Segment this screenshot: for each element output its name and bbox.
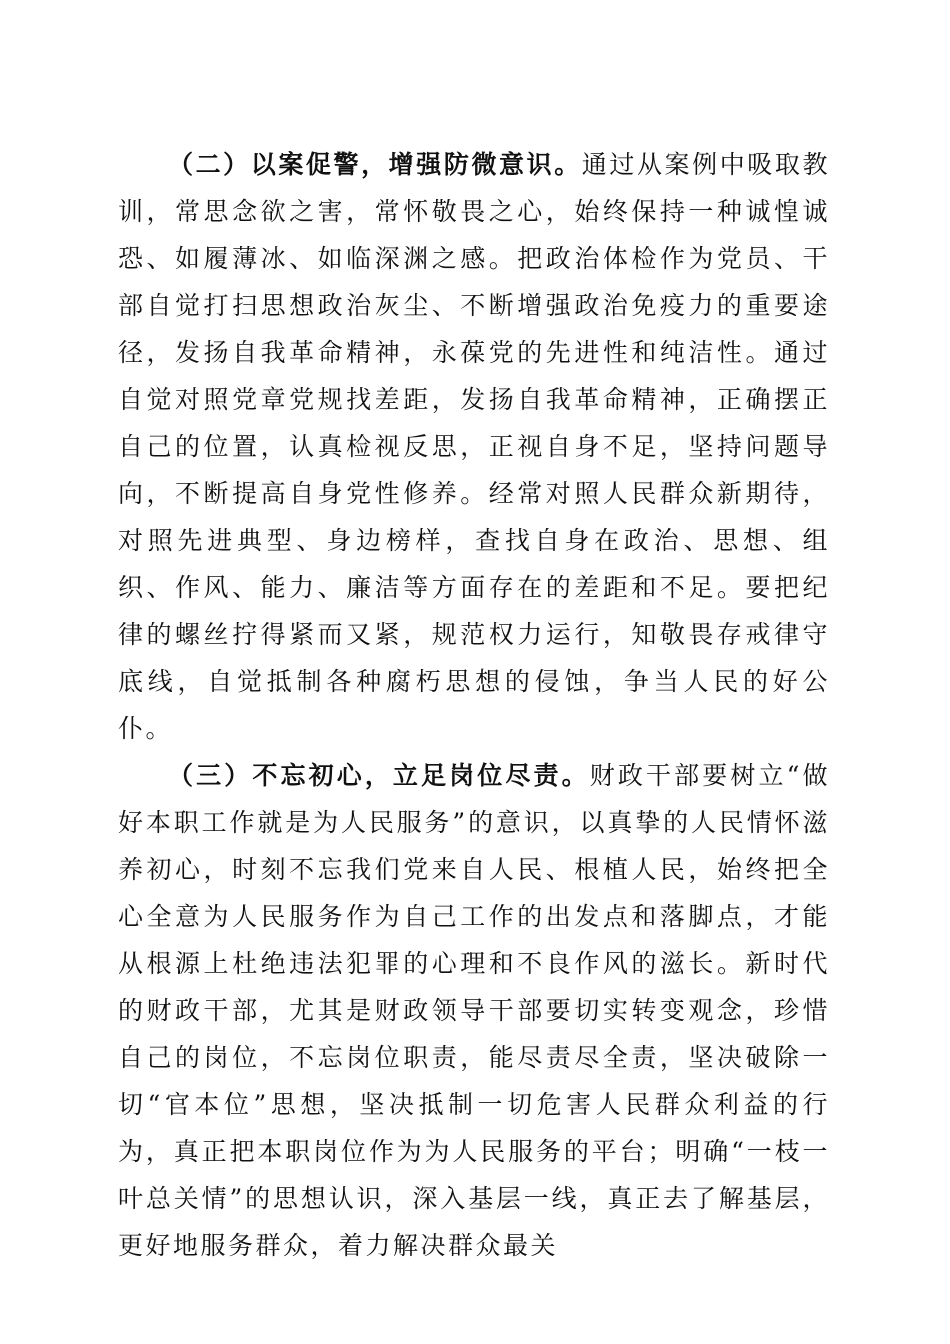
document-body xyxy=(118,141,830,1269)
paragraph-3-heading: （三）不忘初心，立足岗位尽责。 xyxy=(168,761,590,790)
paragraph-3 xyxy=(118,752,830,1269)
paragraph-2-heading: （二）以案促警，增强防微意识。 xyxy=(168,150,582,179)
paragraph-3-text: 财政干部要树立“做好本职工作就是为人民服务”的意识，以真挚的人民情怀滋养初心，时刻不忘我们党来自人民、根植人民，始终把全心全意为人民服务作为自己工作的出发点和落脚点，才能从根源上杜绝违法犯罪的心理和不良作风的滋长。新时代的财政干部，尤其是财政领导干部要切实转变观念，珍惜自己的岗位，不忘岗位职责，能尽责尽全责，坚决破除一切“官本位”思想，坚决抵制一切危害人民群众利益的行为，真正把本职岗位作为为人民服务的平台；明确“一枝一叶总关情”的思想认识，深入基层一线，真正去了解基层，更好地服务群众，着力解决群众最关 xyxy=(118,761,830,1260)
paragraph-2 xyxy=(118,141,830,752)
paragraph-2-text: 通过从案例中吸取教训，常思念欲之害，常怀敬畏之心，始终保持一种诚惶诚恐、如履薄冰、如临深渊之感。把政治体检作为党员、干部自觉打扫思想政治灰尘、不断增强政治免疫力的重要途径，发扬自我革命精神，永葆党的先进性和纯洁性。通过自觉对照党章党规找差距，发扬自我革命精神，正确摆正自己的位置，认真检视反思，正视自身不足，坚持问题导向，不断提高自身党性修养。经常对照人民群众新期待，对照先进典型、身边榜样，查找自身在政治、思想、组织、作风、能力、廉洁等方面存在的差距和不足。要把纪律的螺丝拧得紧而又紧，规范权力运行，知敬畏存戒律守底线，自觉抵制各种腐朽思想的侵蚀，争当人民的好公仆。 xyxy=(118,150,830,743)
